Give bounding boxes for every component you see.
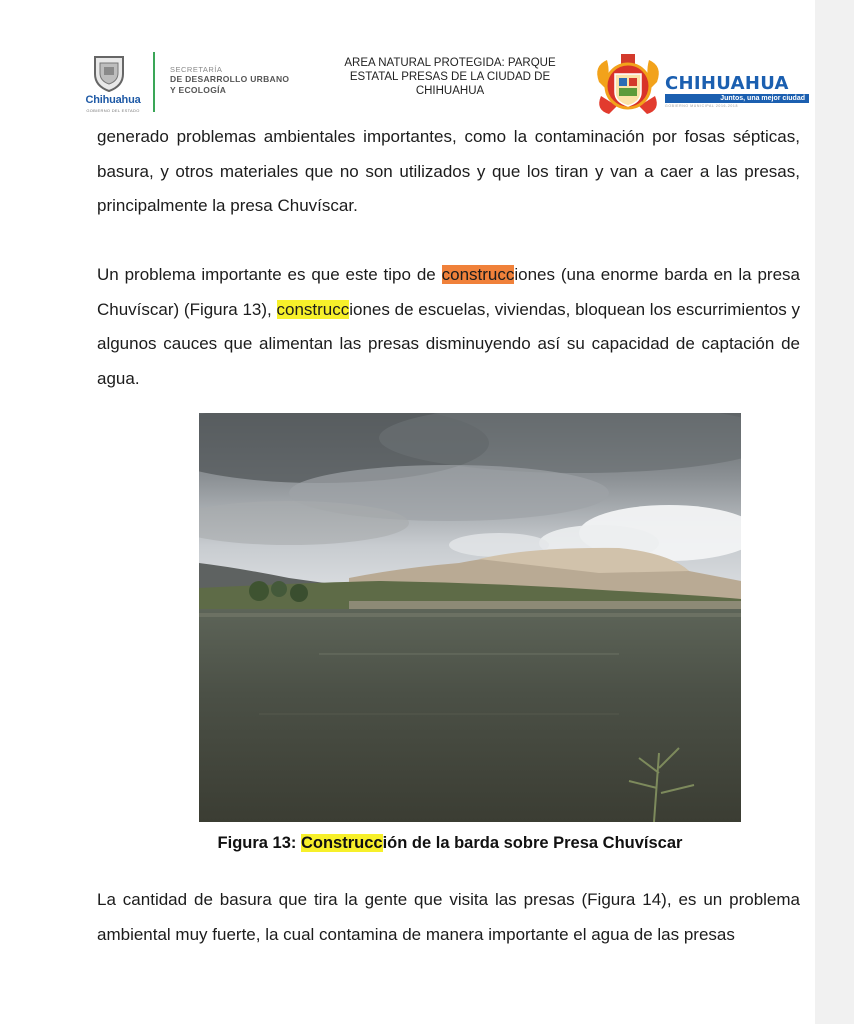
state-logo-name: Chihuahua	[85, 94, 141, 106]
search-highlight-current: construcc	[441, 265, 515, 284]
body-paragraph-2	[97, 258, 800, 396]
body-paragraph-3: La cantidad de basura que tira la gente que visita las presas (Figura 14), es un problema ambiental muy fuerte, la cual contamina de manera importante el agua de las presas	[97, 890, 800, 944]
figure-13-photo	[199, 413, 741, 822]
municipal-logo-subtitle: GOBIERNO MUNICIPAL 2016-2018	[665, 104, 739, 108]
search-highlight: construcc	[276, 299, 350, 319]
figure-13-caption	[0, 834, 854, 853]
paragraph2-text-b: iones (una enorme barda en la presa Chuvíscar) (Figura 13),	[97, 265, 800, 319]
header-title	[322, 56, 578, 98]
secretaria-line2: DE DESARROLLO URBANO	[170, 74, 290, 84]
page-gutter	[815, 0, 854, 1024]
caption-prefix: Figura 13:	[217, 834, 301, 852]
secretaria-line3: Y ECOLOGÍA	[170, 85, 227, 95]
document-header	[0, 0, 815, 128]
caption-search-highlight: Construcc	[300, 834, 383, 852]
caption-rest: ión de la barda sobre Presa Chuvíscar	[382, 834, 683, 852]
state-logo-subtitle: GOBIERNO DEL ESTADO	[86, 108, 140, 113]
header-divider	[153, 52, 155, 112]
state-shield-icon	[92, 54, 126, 92]
paragraph2-text-a: Un problema importante es que este tipo de	[97, 265, 442, 284]
paragraph2-text-c: iones de escuelas, viviendas, bloquean los escurrimientos y algunos cauces que alimentan las presas disminuyendo así su capacidad de captación de agua.	[97, 299, 800, 388]
secretaria-line1: SECRETARÍA	[170, 65, 223, 74]
chihuahua-state-logo	[78, 54, 148, 116]
header-title-line3: CHIHUAHUA	[415, 85, 485, 97]
body-paragraph-1: generado problemas ambientales importantes, como la contaminación por fosas sépticas, basura, y otros materiales que no son utilizados y que los tiran y van a caer a las presas, principalmente la presa Chuvíscar.	[97, 127, 800, 215]
header-title-line1: AREA NATURAL PROTEGIDA: PARQUE	[344, 57, 556, 69]
header-title-line2: ESTATAL PRESAS DE LA CIUDAD DE	[349, 71, 551, 83]
municipal-logo-slogan: Juntos, una mejor ciudad	[665, 94, 809, 103]
chihuahua-municipal-logo	[665, 74, 809, 106]
municipal-logo-name: CHIHUAHUA	[665, 73, 789, 94]
secretaria-block	[170, 65, 320, 96]
municipal-seal-icon	[591, 52, 665, 118]
